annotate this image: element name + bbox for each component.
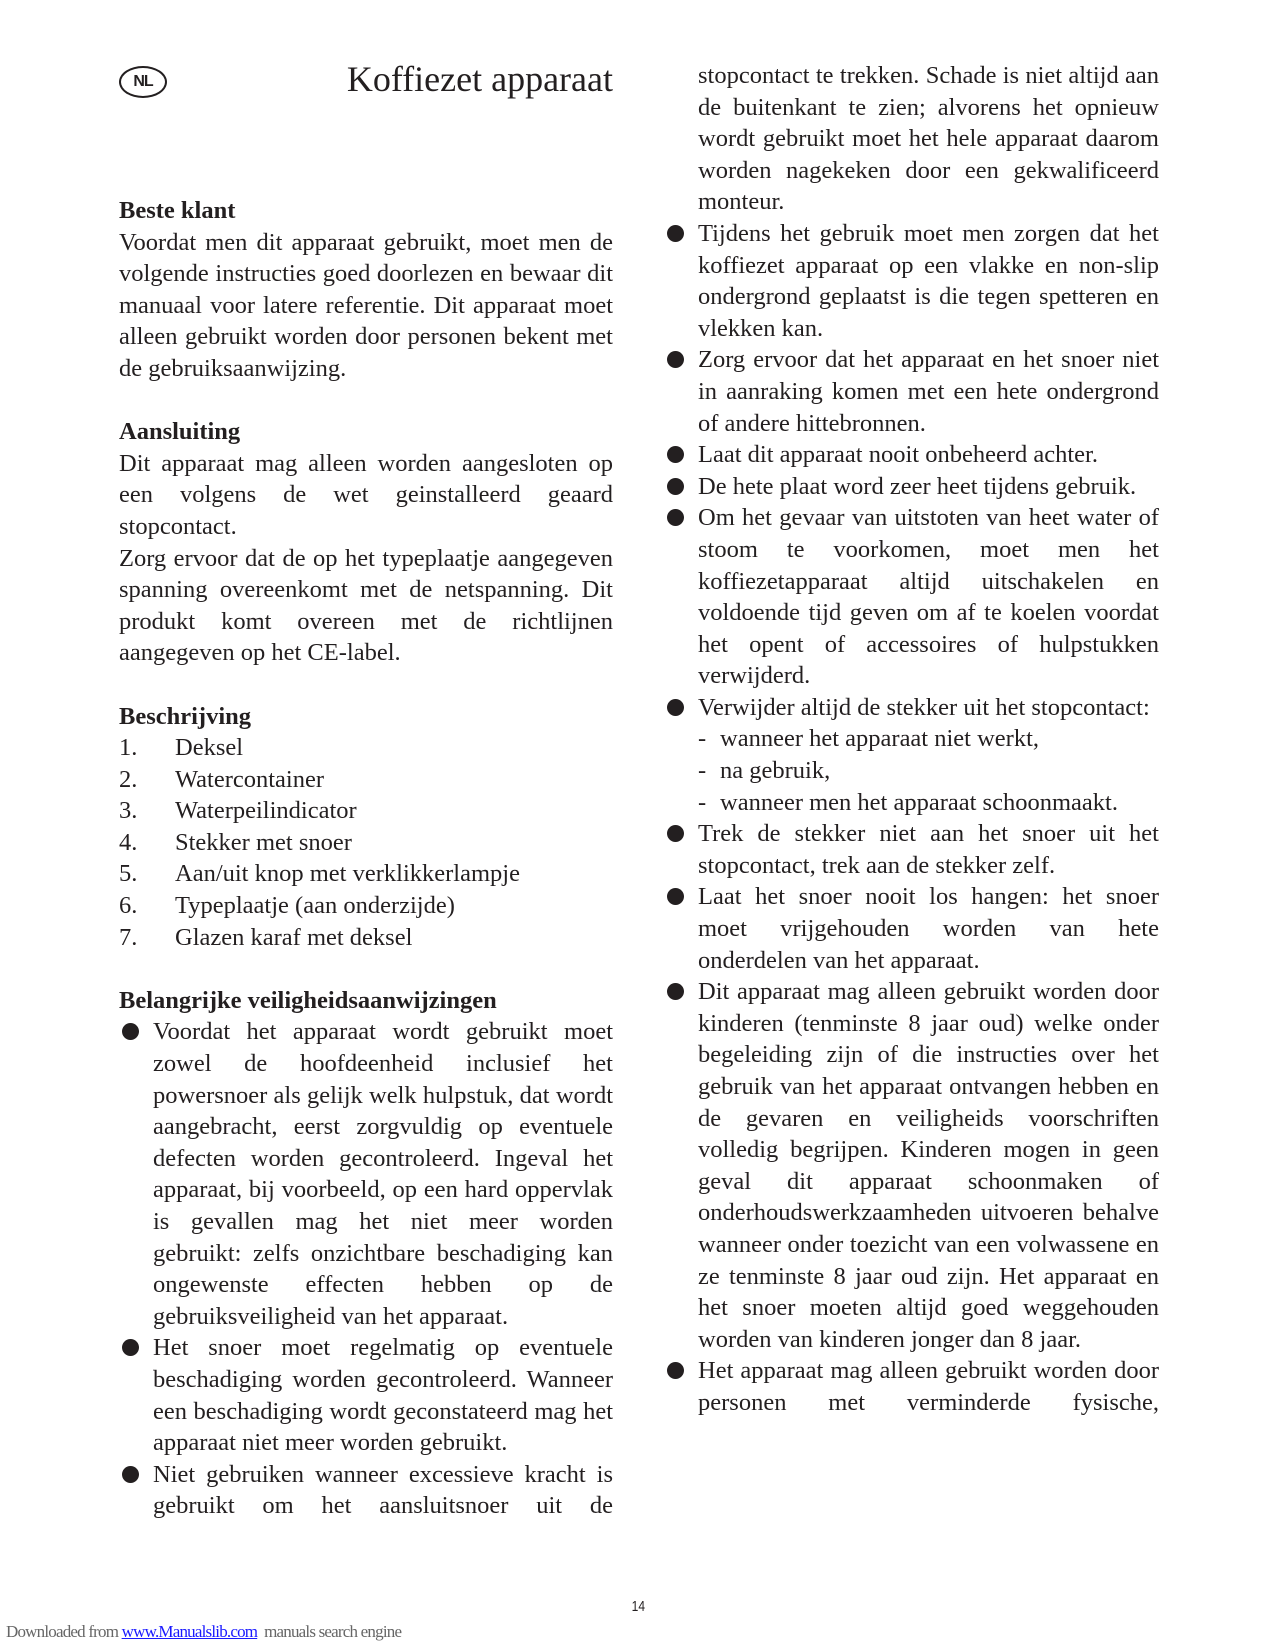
bullet-item [675, 976, 1159, 1355]
item-number: 5. [119, 860, 138, 888]
bullet-item [675, 471, 1159, 503]
bullet-item [675, 502, 1159, 692]
item-text: Typeplaatje (aan onderzijde) [175, 892, 455, 920]
bullet-text: Het apparaat mag alleen gebruikt worden door personen met verminderde fysische, [698, 1357, 1159, 1416]
bullet-icon [667, 699, 684, 716]
language-badge: NL [119, 66, 167, 98]
parts-list [119, 732, 613, 953]
bullet-icon [667, 983, 684, 1000]
list-item [119, 858, 613, 890]
bullet-item [119, 1459, 613, 1522]
bullet-icon [667, 478, 684, 495]
bullet-icon [667, 351, 684, 368]
bullet-item [119, 1332, 613, 1458]
list-item [119, 922, 613, 954]
bullet-text: Niet gebruiken wanneer excessieve kracht is gebruikt om het aansluitsnoer uit de [153, 1460, 613, 1520]
sub-item [675, 723, 1159, 755]
item-text: Watercontainer [175, 765, 325, 793]
item-text: Aan/uit knop met verklikkerlampje [175, 860, 520, 888]
sub-item-text: wanneer het apparaat niet werkt, [720, 725, 1040, 753]
paragraph: Zorg ervoor dat de op het typeplaatje aangegeven spanning overeenkomt met de netspanning. Dit produkt komt overeen met de richtlijnen aangegeven op het CE-label. [119, 544, 613, 667]
item-number: 6. [119, 892, 138, 920]
bullet-icon [122, 1023, 139, 1040]
paragraph: Dit apparaat mag alleen worden aangesloten op een volgens de wet geinstalleerd geaard stopcontact. [119, 449, 613, 540]
item-text: Stekker met snoer [175, 828, 352, 856]
sub-item [675, 787, 1159, 819]
bullet-text: Verwijder altijd de stekker uit het stopcontact: [698, 693, 1150, 721]
download-footer [6, 1622, 401, 1642]
right-column [675, 60, 1159, 1419]
paragraph: stopcontact te trekken. Schade is niet altijd aan de buitenkant te zien; alvorens het opnieuw wordt gebruikt moet het hele apparaat daarom worden nagekeken door een gekwalificeerd monteur. [698, 62, 1159, 216]
list-item [119, 764, 613, 796]
bullet-item [675, 218, 1159, 344]
item-text: Deksel [175, 734, 244, 762]
sub-item [675, 755, 1159, 787]
page-number: 14 [631, 1598, 646, 1615]
bullet-icon [667, 225, 684, 242]
dash-marker: - [698, 725, 707, 753]
left-column [119, 195, 613, 1522]
bullet-item [675, 439, 1159, 471]
bullet-item [119, 1016, 613, 1332]
dash-marker: - [698, 757, 707, 785]
paragraph: Voordat men dit apparaat gebruikt, moet men de volgende instructies goed doorlezen en bewaar dit manuaal voor latere referentie. Dit apparaat moet alleen gebruikt worden door personen bekent met de gebruiksaanwijzing. [119, 228, 613, 382]
bullet-item [675, 818, 1159, 881]
bullet-item [675, 344, 1159, 439]
sub-item-text: wanneer men het apparaat schoonmaakt. [720, 788, 1118, 816]
section-heading: Beste klant [119, 197, 236, 224]
list-item [119, 795, 613, 827]
bullet-text: Laat het snoer nooit los hangen: het snoer moet vrijgehouden worden van hete onderdelen van het apparaat. [698, 883, 1159, 974]
bullet-item [675, 881, 1159, 976]
bullet-icon [667, 1362, 684, 1379]
section-heading: Aansluiting [119, 418, 241, 446]
bullet-text: Laat dit apparaat nooit onbeheerd achter. [698, 441, 1098, 469]
item-number: 1. [119, 734, 138, 762]
section-heading: Beschrijving [119, 702, 252, 730]
item-number: 3. [119, 797, 138, 825]
manualslib-link[interactable]: www.Manualslib.com [121, 1622, 258, 1641]
bullet-icon [667, 825, 684, 842]
footer-prefix: Downloaded from [6, 1622, 122, 1641]
footer-suffix: manuals search engine [257, 1622, 402, 1641]
item-text: Waterpeilindicator [175, 797, 357, 825]
bullet-item [675, 1355, 1159, 1418]
list-item [119, 890, 613, 922]
sub-item-text: na gebruik, [720, 757, 831, 785]
dash-marker: - [698, 788, 707, 816]
bullet-text: Trek de stekker niet aan het snoer uit het stopcontact, trek aan de stekker zelf. [698, 820, 1159, 879]
bullet-text: Het snoer moet regelmatig op eventuele beschadiging worden gecontroleerd. Wanneer een beschadiging wordt geconstateerd mag het apparaat niet meer worden gebruikt. [153, 1334, 613, 1457]
bullet-text: Dit apparaat mag alleen gebruikt worden door kinderen (tenminste 8 jaar oud) welke onder begeleiding zijn of die instructies over het gebruik van het apparaat ontvangen hebben en de gevaren en veiligheids voorschriften volledig begrijpen. Kinderen mogen in geen geval dit apparaat schoonmaken of onderhoudswerkzaamheden uitvoeren behalve wanneer onder toezicht van een volwassene en ze tenminste 8 jaar oud zijn. Het apparaat en het snoer moeten altijd goed weggehouden worden van kinderen jonger dan 8 jaar. [698, 978, 1159, 1353]
bullet-icon [667, 446, 684, 463]
bullet-text: Tijdens het gebruik moet men zorgen dat het koffiezet apparaat op een vlakke en non-slip ondergrond geplaatst is die tegen spetteren en vlekken kan. [698, 219, 1159, 342]
bullet-icon [122, 1339, 139, 1356]
item-number: 2. [119, 765, 138, 793]
page-title: Koffiezet apparaat [346, 59, 613, 99]
list-item [119, 732, 613, 764]
bullet-text: De hete plaat word zeer heet tijdens gebruik. [698, 472, 1137, 500]
item-number: 7. [119, 923, 138, 951]
bullet-text: Zorg ervoor dat het apparaat en het snoer niet in aanraking komen met een hete ondergrond of andere hittebronnen. [698, 346, 1159, 437]
bullet-text: Voordat het apparaat wordt gebruikt moet zowel de hoofdeenheid inclusief het powersnoer als gelijk welk hulpstuk, dat wordt aangebracht, eerst zorgvuldig op eventuele defecten worden gecontroleerd. Ingeval het apparaat, bij voorbeeld, op een hard oppervlak is gevallen mag het niet meer worden gebruikt: zelfs onzichtbare beschadiging kan ongewenste effecten hebben op de gebruiksveiligheid van het apparaat. [153, 1018, 613, 1330]
bullet-text: Om het gevaar van uitstoten van heet water of stoom te voorkomen, moet men het koffiezetapparaat altijd uitschakelen en voldoende tijd geven om af te koelen voordat het opent of accessoires of hulpstukken verwijderd. [698, 504, 1159, 690]
list-item [119, 827, 613, 859]
section-heading: Belangrijke veiligheidsaanwijzingen [119, 986, 497, 1014]
item-text: Glazen karaf met deksel [175, 923, 413, 951]
item-number: 4. [119, 828, 138, 856]
bullet-icon [122, 1466, 139, 1483]
bullet-icon [667, 888, 684, 905]
bullet-icon [667, 509, 684, 526]
bullet-item [675, 692, 1159, 724]
